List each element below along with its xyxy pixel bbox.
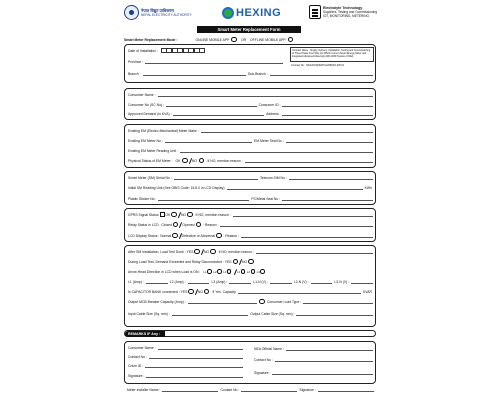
consumer-contact-row — [125, 353, 245, 360]
signature-section — [124, 341, 376, 384]
l3-amp-label: L3 (Amp) : — [211, 279, 228, 284]
lcd-reason-field[interactable] — [241, 234, 373, 238]
date-label: Date of Installation : — [128, 48, 158, 53]
relay-reason-label: : Reason : — [203, 222, 219, 227]
slash-icon — [178, 222, 182, 228]
contract-number: Contract No. : NEA/DCSD/EPF/G/2080/81-ICB 01 — [291, 64, 345, 67]
approved-demand-field[interactable] — [173, 112, 264, 116]
sm-serial-label: Smart Meter (SM) Serial No : — [128, 175, 172, 180]
input-cable-field[interactable] — [172, 312, 249, 316]
phase-l1-reverse-radio[interactable] — [241, 269, 246, 274]
installation-section — [124, 44, 376, 83]
output-cable-field[interactable] — [296, 312, 373, 316]
em-reading-label: Existing EM Meter Reading Unit : — [128, 148, 178, 153]
em-no-row — [125, 137, 375, 144]
address-label: Address : — [266, 111, 281, 116]
citizenship-label: Cntzn ID : — [128, 363, 144, 368]
consumer-signature-field[interactable] — [146, 374, 243, 378]
capacitor-capacity-field[interactable] — [238, 290, 361, 294]
approved-demand-label: Approved Demand (in KVA) : — [128, 111, 172, 116]
l2-amp-label: L2 (Amp) : — [169, 279, 186, 284]
sticker-row — [125, 195, 375, 202]
online-app-label: ONLINE MOBILE APP — [195, 37, 230, 42]
gprs-no-radio[interactable] — [187, 212, 193, 218]
relay-row — [125, 221, 375, 228]
gprs-no-label: NO — [180, 212, 187, 217]
l3n-label: L3-N (V) : — [334, 279, 350, 284]
consumer-load-label: Consumer Load Type : — [266, 299, 302, 304]
sign-contact-label: Contact No : — [128, 354, 147, 359]
installer-row — [124, 386, 376, 393]
contract-info-box — [290, 47, 374, 62]
phase-l3-reverse[interactable] — [257, 269, 265, 274]
lcd-defective-label: Defective or Abnormal — [181, 233, 216, 238]
citizenship-row — [125, 362, 245, 369]
load-test-row — [125, 248, 375, 255]
slash-icon — [194, 289, 198, 295]
phase-l3-reverse-label: L3 — [256, 269, 260, 274]
lcd-defective-radio[interactable] — [216, 233, 222, 239]
nea-signature-row — [251, 369, 375, 376]
province-label: Province : — [128, 59, 144, 64]
subbranch-field[interactable] — [270, 72, 373, 76]
load-test-reason-field[interactable] — [256, 250, 373, 254]
capacitor-yes-label: Is CAPACITOR BANK connected : YES — [128, 289, 188, 294]
phase-l1-forward[interactable] — [203, 269, 211, 274]
consumer-load-field[interactable] — [303, 300, 373, 304]
mcb-label: Output MCB Breaker Capacity (Amp) : — [128, 299, 186, 304]
em-make-row — [125, 127, 375, 134]
installer-name-label: Meter Installer Name : — [127, 387, 161, 392]
relay-reason-field[interactable] — [220, 223, 373, 227]
contract-name: Contract Name : Supply, Delivery, Installation, Testing and Commissioning of Three Phase Four Wire AC Whole Current Smart Energy Meter and Integrated Advanced Metering (AMI) 2009 System of NEA — [292, 49, 371, 58]
address-field[interactable] — [282, 112, 373, 116]
nea-official-field[interactable] — [286, 347, 373, 351]
form-header — [121, 4, 379, 26]
hexing-wordmark: HEXING — [236, 7, 282, 19]
smart-meter-section — [124, 171, 376, 205]
slash-icon — [233, 269, 237, 275]
existing-meter-section — [124, 124, 376, 168]
nea-contact-field[interactable] — [275, 358, 373, 362]
nea-emblem-icon — [124, 5, 139, 20]
offline-app-label: OFFLINE MOBILE APP — [250, 37, 286, 42]
l2-amp-field[interactable] — [188, 280, 210, 284]
load-test-section — [124, 245, 376, 327]
hexing-emblem-icon — [222, 7, 234, 19]
phase-l3-forward[interactable] — [223, 269, 231, 274]
citizenship-field[interactable] — [145, 364, 243, 368]
sm-serial-field[interactable] — [174, 176, 258, 180]
l1n-field[interactable] — [270, 280, 292, 284]
slash-icon — [200, 249, 204, 255]
em-reading-field[interactable] — [180, 149, 373, 153]
initial-reading-row — [125, 184, 375, 191]
lcd-reason-label: : Reason : — [223, 233, 239, 238]
arrow-head-label: Arrow Head Direction in LCD when Load is ON : — [128, 269, 201, 274]
consumer-name-label: Consumer Name : — [128, 92, 156, 97]
status-section — [124, 208, 376, 242]
lcd-normal-label: LCD Display Status : Normal — [128, 233, 172, 238]
load-test-if-no-label: If NO, mention reason : — [218, 249, 254, 254]
gprs-reason-field[interactable] — [233, 213, 373, 217]
consumer-signature-row — [125, 372, 245, 379]
physical-status-row — [125, 157, 375, 164]
capacitor-no-label: NO — [197, 289, 203, 294]
consumer-no-field[interactable] — [166, 103, 257, 107]
phase-l2-forward[interactable] — [213, 269, 221, 274]
electrolyte-logo — [309, 5, 377, 19]
during-test-row — [125, 258, 375, 265]
electrolyte-tagline: Suppliers, Testing and Commissioning — [323, 10, 377, 14]
consumer-no-label: Consumer No (SC No) : — [128, 102, 164, 107]
load-test-no-label: NO — [203, 249, 210, 254]
em-no-label: Existing EM Meter No : — [128, 138, 163, 143]
phase-l1-reverse[interactable] — [237, 269, 245, 274]
phase-l2-label: L2 — [213, 269, 217, 274]
sm-serial-row — [125, 174, 375, 181]
physical-no-label: NO — [191, 158, 197, 163]
gprs-ok-label: OK — [165, 212, 171, 217]
contract-no-box — [290, 63, 374, 69]
replacement-form-sheet — [121, 4, 379, 396]
pc-metal-seal-label: PC/Metal Seal No : — [251, 196, 281, 201]
arrow-head-row — [125, 268, 375, 275]
consumer-name-field[interactable] — [158, 93, 373, 97]
slash-icon — [188, 158, 192, 164]
gprs-row — [125, 211, 375, 218]
physical-no-radio[interactable] — [199, 158, 205, 164]
physical-ok-label: OK — [175, 158, 181, 163]
relay-opened-label: Opened — [182, 222, 195, 227]
demand-row — [125, 110, 375, 117]
phase-l1-forward-radio[interactable] — [207, 269, 212, 274]
during-test-no-label: NO — [242, 259, 248, 264]
subbranch-label: Sub-Branch : — [247, 71, 268, 76]
date-input-cells[interactable] — [161, 48, 205, 54]
consumer-id-label: Consumer ID : — [258, 102, 281, 107]
province-row — [125, 58, 285, 65]
phase-l2-reverse-radio[interactable] — [251, 269, 256, 274]
relay-opened-radio[interactable] — [196, 222, 202, 228]
nea-logo — [124, 5, 192, 20]
gprs-checkbox[interactable] — [160, 212, 165, 217]
consumer-id-field[interactable] — [282, 103, 373, 107]
l3n-field[interactable] — [351, 280, 373, 284]
cable-size-row — [125, 310, 375, 317]
sign-contact-field[interactable] — [149, 355, 243, 359]
capacitor-if-yes-label: If Yes, Capacity — [212, 289, 236, 294]
l3-amp-field[interactable] — [229, 280, 251, 284]
installer-signature-field[interactable] — [318, 388, 374, 392]
telecom-sim-label: Telecom SIM No : — [259, 175, 287, 180]
electrolyte-emblem-icon — [309, 5, 321, 19]
nea-official-row — [251, 345, 375, 352]
em-reading-row — [125, 147, 375, 154]
physical-if-no-label: If NO, mention reason : — [207, 158, 243, 163]
input-cable-label: Input Cable Size (Sq. mm) : — [128, 311, 170, 316]
slash-icon — [178, 233, 182, 239]
sign-consumer-name-field[interactable] — [158, 346, 243, 350]
em-seal-label: EM Meter Seal No : — [254, 138, 284, 143]
physical-status-label: Physical Status of EM Meter : — [128, 158, 173, 163]
plastic-sticker-label: Plastic Sticker No : — [128, 196, 157, 201]
em-make-field[interactable] — [201, 129, 373, 133]
online-app-radio[interactable] — [231, 37, 237, 43]
relay-closed-label: Relay Status in LCD : Closed — [128, 222, 172, 227]
l1n-label: L1-N (V) : — [253, 279, 268, 284]
mode-label: Smart Meter Replacement Mode : — [124, 37, 178, 42]
sign-consumer-name-label: Consumer Name : — [128, 345, 156, 350]
during-test-no-radio[interactable] — [248, 259, 254, 265]
offline-app-radio[interactable] — [288, 37, 294, 43]
gprs-if-no-label: If NO, mention reason : — [195, 212, 231, 217]
branch-row — [125, 70, 375, 77]
l2n-label: L2-N (V) : — [293, 279, 309, 284]
output-cable-label: Output Cable Size (Sq. mm) : — [250, 311, 295, 316]
em-make-label: Existing EM (Electro-Mechanical) Meter Make : — [128, 128, 199, 133]
nea-contact-label: Contact No : — [254, 357, 273, 362]
capacitor-row — [125, 288, 375, 295]
installer-contact-field[interactable] — [241, 388, 297, 392]
installer-name-field[interactable] — [162, 388, 218, 392]
capacitor-no-radio[interactable] — [204, 289, 210, 295]
load-test-no-radio[interactable] — [210, 249, 216, 255]
lcd-row — [125, 232, 375, 239]
branch-field[interactable] — [143, 72, 246, 76]
em-no-field[interactable] — [165, 139, 252, 143]
phase-l2-reverse-label: L2 — [246, 269, 251, 274]
load-test-yes-label: After SM Installation, Load Test Done : YES — [128, 249, 194, 254]
mcb-row — [125, 298, 375, 305]
nea-signature-field[interactable] — [272, 371, 373, 375]
pc-metal-seal-field[interactable] — [282, 197, 373, 201]
slash-icon — [238, 259, 242, 265]
phase-l2-forward-radio[interactable] — [217, 269, 222, 274]
slash-icon — [177, 212, 181, 218]
phase-l1-label: L1 — [203, 269, 207, 274]
gprs-label: GPRS Signal Status — [128, 212, 159, 217]
province-field[interactable] — [145, 60, 283, 64]
phase-l3-reverse-radio[interactable] — [260, 269, 265, 274]
mcb-field[interactable] — [188, 300, 258, 304]
initial-reading-label: Initial SM Reading Unit (See OBIS Code: 15.8.0 in LCD Display) — [128, 185, 225, 190]
consumer-load-radio[interactable] — [259, 299, 265, 305]
phase-l3-forward-radio[interactable] — [227, 269, 232, 274]
remarks-label: REMARKS IF Any : — [125, 331, 165, 337]
installer-signature-label: Signature : — [299, 387, 316, 392]
or-label: OR — [240, 37, 247, 42]
nea-signature-label: Signature : — [254, 370, 271, 375]
phase-l3-label: L3 — [223, 269, 227, 274]
installer-contact-label: Contact No : — [220, 387, 240, 392]
consumer-no-row — [125, 101, 375, 108]
plastic-sticker-field[interactable] — [158, 197, 249, 201]
kvar-unit: KVAR — [363, 289, 372, 294]
phase-l1-reverse-label: L1 — [236, 269, 241, 274]
remarks-bar[interactable] — [124, 330, 376, 337]
phase-values-row — [125, 278, 375, 285]
initial-reading-field[interactable] — [227, 186, 363, 190]
em-seal-field[interactable] — [286, 139, 373, 143]
telecom-sim-field[interactable] — [289, 176, 373, 180]
nea-name-nepali: नेपाल विद्युत प्राधिकरण — [141, 7, 174, 13]
physical-reason-field[interactable] — [245, 159, 373, 163]
electrolyte-services: IOT, MONITORING, METERING — [323, 14, 369, 18]
branch-label: Branch : — [128, 71, 141, 76]
during-test-label: During Load Test, Demand Exceeded and Relay Disconnected : YES — [128, 259, 232, 264]
nea-official-label: NEA Official Name : — [254, 346, 284, 351]
hexing-logo — [222, 7, 281, 19]
electrolyte-name: Electrolyte Technology — [323, 6, 363, 10]
kwh-unit: KWh — [364, 185, 372, 190]
nea-contact-row — [251, 356, 375, 363]
l1-amp-label: L1 (Amp) : — [128, 279, 144, 284]
consumer-signature-label: Signature : — [128, 373, 145, 378]
l2n-field[interactable] — [311, 280, 333, 284]
form-title: Smart Meter Replacement Form — [197, 26, 301, 33]
nea-name-english: NEPAL ELECTRICITY AUTHORITY — [141, 12, 192, 17]
l1-amp-field[interactable] — [146, 280, 168, 284]
consumer-section — [124, 88, 376, 120]
consumer-name-sign-row — [125, 344, 245, 351]
consumer-name-row — [125, 91, 375, 98]
replacement-mode-row — [121, 36, 379, 43]
phase-l2-reverse[interactable] — [247, 269, 255, 274]
